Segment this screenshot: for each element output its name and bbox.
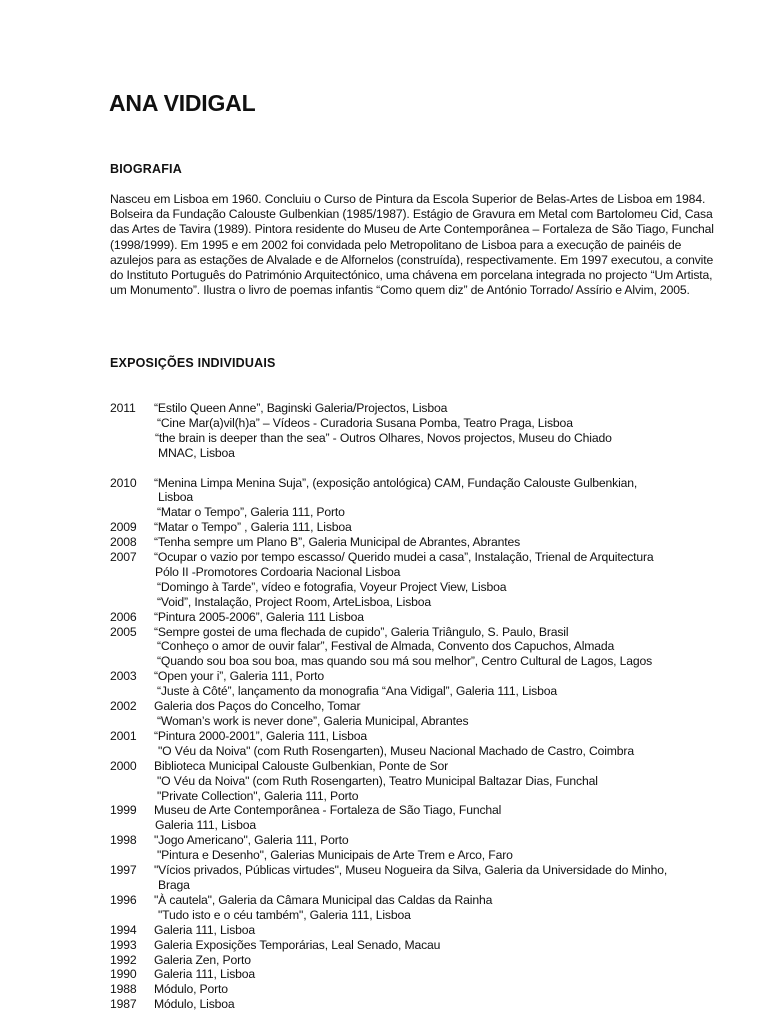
exhibition-row	[110, 938, 730, 953]
biography-heading: BIOGRAFIA	[110, 162, 182, 176]
exhibition-year	[110, 714, 154, 729]
exhibition-year	[110, 774, 154, 789]
exhibition-text: Galeria 111, Lisboa	[155, 818, 257, 833]
exhibition-row	[110, 490, 730, 505]
exhibition-text: “Conheço o amor de ouvir falar”, Festival de Almada, Convento dos Capuchos, Almada	[157, 639, 615, 654]
exhibition-text: Módulo, Lisboa	[154, 997, 235, 1012]
exhibition-row	[110, 908, 730, 923]
exhibition-row	[110, 953, 730, 968]
exhibition-year: 2006	[110, 609, 137, 624]
exhibition-text: Galeria dos Paços do Concelho, Tomar	[154, 699, 361, 714]
exhibition-year	[110, 684, 154, 699]
exhibition-text: Museu de Arte Contemporânea - Fortaleza de São Tiago, Funchal	[154, 803, 502, 818]
exhibition-text: MNAC, Lisboa	[158, 445, 235, 460]
exhibition-text: Módulo, Porto	[154, 982, 228, 997]
exhibition-year: 1987	[110, 997, 137, 1012]
exhibition-year: 2007	[110, 550, 137, 565]
exhibition-text: “Juste à Côté”, lançamento da monografia “Ana Vidigal”, Galeria 111, Lisboa	[157, 684, 557, 699]
exhibition-year	[110, 848, 154, 863]
exhibition-text: "O Véu da Noiva" (com Ruth Rosengarten), Museu Nacional Machado de Castro, Coimbra	[158, 743, 634, 758]
exhibition-year	[110, 446, 154, 461]
exhibition-text: “Domingo à Tarde”, vídeo e fotografia, Voyeur Project View, Lisboa	[157, 579, 507, 594]
exhibition-row	[110, 610, 730, 625]
exhibition-year: 2002	[110, 699, 137, 714]
exhibition-row	[110, 669, 730, 684]
exhibition-row	[110, 774, 730, 789]
exhibition-text: "Pintura e Desenho", Galerias Municipais de Arte Trem e Arco, Faro	[157, 848, 513, 863]
exhibition-year	[110, 505, 154, 520]
exhibition-row	[110, 401, 730, 416]
exhibition-year: 1992	[110, 952, 137, 967]
exhibition-year	[110, 908, 154, 923]
exhibition-row	[110, 848, 730, 863]
exhibition-text: Galeria 111, Lisboa	[154, 967, 256, 982]
exhibition-year: 1999	[110, 803, 137, 818]
exhibition-text: “Matar o Tempo”, Galeria 111, Porto	[157, 505, 345, 520]
exhibition-text: “Matar o Tempo” , Galeria 111, Lisboa	[154, 520, 352, 535]
exhibition-row	[110, 789, 730, 804]
exhibition-year: 2003	[110, 669, 137, 684]
exhibition-row	[110, 505, 730, 520]
exhibition-text: Pólo II -Promotores Cordoaria Nacional Lisboa	[155, 564, 401, 579]
exhibition-year: 1996	[110, 892, 137, 907]
exhibition-text: "À cautela", Galeria da Câmara Municipal das Caldas da Rainha	[154, 892, 493, 907]
exhibition-year: 1993	[110, 937, 137, 952]
exhibition-row	[110, 759, 730, 774]
exhibition-row	[110, 520, 730, 535]
exhibition-year: 1990	[110, 967, 137, 982]
exhibition-year	[110, 595, 154, 610]
exhibition-year: 1988	[110, 982, 137, 997]
exhibition-row	[110, 535, 730, 550]
exhibition-text: “Estilo Queen Anne”, Baginski Galeria/Projectos, Lisboa	[154, 401, 448, 415]
exhibition-row	[110, 923, 730, 938]
exhibition-text: “Tenha sempre um Plano B”, Galeria Municipal de Abrantes, Abrantes	[154, 535, 521, 550]
exhibition-text: "Jogo Americano", Galeria 111, Porto	[154, 833, 349, 848]
exhibition-row	[110, 878, 730, 893]
exhibition-text: Galeria 111, Lisboa	[154, 922, 256, 937]
exhibition-row	[110, 967, 730, 982]
exhibition-year: 2010	[110, 475, 137, 490]
exhibition-row	[110, 416, 730, 431]
exhibition-row	[110, 818, 730, 833]
exhibition-text: “Woman’s work is never done”, Galeria Municipal, Abrantes	[157, 714, 469, 729]
exhibition-year	[110, 878, 154, 893]
exhibition-row	[110, 550, 730, 565]
exhibition-text: "Tudo isto e o céu também", Galeria 111, Lisboa	[158, 907, 411, 922]
exhibition-row	[110, 580, 730, 595]
exhibition-text: “the brain is deeper than the sea” - Outros Olhares, Novos projectos, Museu do Chiado	[155, 430, 612, 445]
exhibitions-list	[110, 401, 730, 1012]
exhibition-text: "Vícios privados, Públicas virtudes", Museu Nogueira da Silva, Galeria da Universidade do Minho,	[154, 863, 668, 878]
exhibition-row	[110, 997, 730, 1012]
exhibition-year: 2009	[110, 520, 137, 535]
exhibition-text: Galeria Zen, Porto	[154, 952, 251, 967]
exhibition-row	[110, 893, 730, 908]
exhibition-year	[110, 818, 154, 833]
exhibition-year	[110, 431, 154, 446]
exhibition-year	[110, 580, 154, 595]
exhibition-text: Biblioteca Municipal Calouste Gulbenkian, Ponte de Sor	[154, 758, 449, 773]
exhibition-text: “Void”, Instalação, Project Room, ArteLisboa, Lisboa	[157, 594, 432, 609]
exhibition-row	[110, 803, 730, 818]
biography-text: Nasceu em Lisboa em 1960. Concluiu o Curso de Pintura da Escola Superior de Belas-Artes de Lisboa em 1984. Bolseira da Fundação Calouste Gulbenkian (1985/1987). Estágio de Gravura em Metal com Bartolomeu Cid, Casa das Artes de Tavira (1989). Pintora residente do Museu de Arte Contemporânea – Fortaleza de São Tiago, Funchal (1998/1999). Em 1995 e em 2002 foi convidada pelo Metropolitano de Lisboa para a execução de painéis de azulejos para as estações de Alvalade e de Alfornelos (construída), respectivamente. Em 1997 executou, a convite do Instituto Português do Património Arquitectónico, uma chávena em porcelana integrada no projecto “Um Artista, um Monumento”. Ilustra o livro de poemas infantis “Como quem diz” de António Torrado/ Assírio e Alvim, 2005.	[110, 192, 714, 298]
exhibition-text: “Pintura 2000-2001”, Galeria 111, Lisboa	[154, 728, 368, 743]
exhibition-year: 2000	[110, 758, 137, 773]
exhibition-year: 2011	[110, 401, 136, 415]
exhibition-row	[110, 729, 730, 744]
exhibition-text: “Sempre gostei de uma flechada de cupido”, Galeria Triângulo, S. Paulo, Brasil	[154, 624, 569, 639]
exhibition-text: Braga	[158, 877, 190, 892]
exhibition-year	[110, 744, 154, 759]
exhibition-year: 1994	[110, 922, 137, 937]
exhibition-text: Galeria Exposições Temporárias, Leal Senado, Macau	[154, 937, 441, 952]
exhibition-text: “Cine Mar(a)vil(h)a” – Vídeos - Curadoria Susana Pomba, Teatro Praga, Lisboa	[157, 415, 573, 430]
exhibition-text: “Menina Limpa Menina Suja”, (exposição antológica) CAM, Fundação Calouste Gulbenkian,	[154, 475, 638, 490]
exhibition-row	[110, 654, 730, 669]
exhibition-text: "Private Collection", Galeria 111, Porto	[157, 788, 359, 803]
exhibitions-heading: EXPOSIÇÕES INDIVIDUAIS	[110, 356, 276, 370]
exhibition-year	[110, 490, 154, 505]
exhibition-year	[110, 789, 154, 804]
page-title: ANA VIDIGAL	[109, 90, 256, 116]
exhibition-year: 2005	[110, 624, 137, 639]
exhibition-year: 1998	[110, 833, 137, 848]
exhibition-row	[110, 476, 730, 491]
exhibition-row	[110, 714, 730, 729]
exhibition-text: “Open your i”, Galeria 111, Porto	[154, 669, 325, 684]
exhibition-row	[110, 639, 730, 654]
exhibition-text: Lisboa	[158, 490, 194, 505]
exhibition-row	[110, 431, 730, 446]
exhibition-row	[110, 446, 730, 461]
exhibition-text: "O Véu da Noiva" (com Ruth Rosengarten), Teatro Municipal Baltazar Dias, Funchal	[157, 773, 598, 788]
exhibition-row	[110, 982, 730, 997]
exhibition-year	[110, 654, 154, 669]
exhibition-year	[110, 639, 154, 654]
exhibition-row	[110, 863, 730, 878]
exhibition-row	[110, 699, 730, 714]
exhibition-row	[110, 684, 730, 699]
exhibition-year: 2008	[110, 535, 137, 550]
exhibition-row	[110, 625, 730, 640]
exhibition-text: “Quando sou boa sou boa, mas quando sou má sou melhor”, Centro Cultural de Lagos, Lagos	[157, 654, 653, 669]
exhibition-row	[110, 565, 730, 580]
exhibition-row	[110, 595, 730, 610]
exhibition-text: “Pintura 2005-2006”, Galeria 111 Lisboa	[154, 609, 364, 624]
exhibition-year	[110, 565, 154, 580]
exhibition-text: “Ocupar o vazio por tempo escasso/ Querido mudei a casa”, Instalação, Trienal de Arquitectura	[154, 550, 654, 565]
exhibition-row	[110, 833, 730, 848]
exhibition-year: 1997	[110, 863, 137, 878]
exhibition-year	[110, 416, 154, 431]
exhibition-row	[110, 744, 730, 759]
exhibition-year: 2001	[110, 728, 137, 743]
